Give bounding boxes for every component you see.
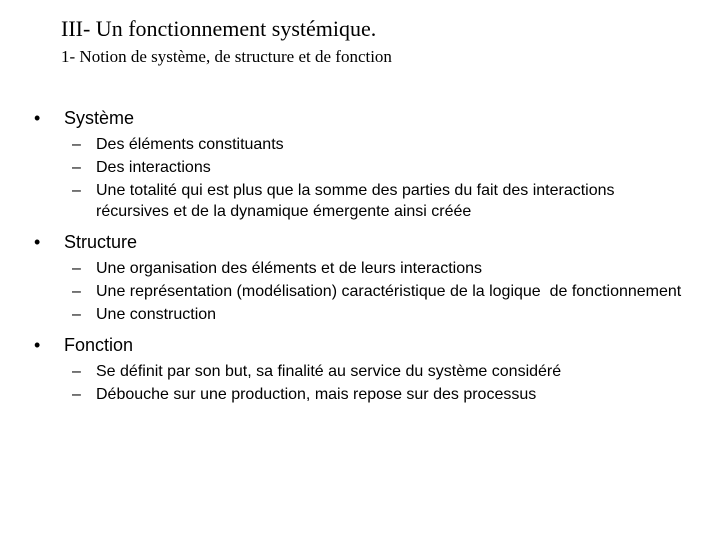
- slide-subtitle: 1- Notion de système, de structure et de fonction: [61, 47, 392, 66]
- list-item-text: Une construction: [96, 306, 217, 323]
- list-item: [0, 180, 720, 222]
- dash-icon: –: [72, 306, 81, 323]
- list-item-text: Une représentation (modélisation) caractéristique de la logique de fonctionnement: [96, 283, 682, 300]
- list-item: [0, 384, 720, 405]
- dash-icon: –: [72, 260, 81, 277]
- list-item-text: Des interactions: [96, 159, 211, 176]
- section-heading: [0, 333, 720, 357]
- list-item: [0, 134, 720, 155]
- list-item-text: Se définit par son but, sa finalité au service du système considéré: [96, 363, 562, 380]
- list-item: [0, 157, 720, 178]
- list-item: [0, 281, 720, 302]
- bullet-icon: •: [34, 108, 41, 128]
- list-item-text: Une organisation des éléments et de leurs interactions: [96, 260, 482, 277]
- title-block: [61, 16, 392, 68]
- sub-list: [0, 134, 720, 222]
- dash-icon: –: [72, 136, 81, 153]
- dash-icon: –: [72, 283, 81, 300]
- dash-icon: –: [72, 159, 81, 176]
- section-heading-text: Système: [64, 108, 135, 128]
- sub-list: [0, 258, 720, 325]
- dash-icon: –: [72, 182, 81, 199]
- section-heading-text: Fonction: [64, 335, 134, 355]
- list-item-text: Une totalité qui est plus que la somme des parties du fait des interactions récursives et de la dynamique émergente ainsi créée: [96, 182, 619, 220]
- sub-list: [0, 361, 720, 405]
- list-item-text: Débouche sur une production, mais repose sur des processus: [96, 386, 537, 403]
- section-structure: [0, 230, 720, 325]
- bullet-icon: •: [34, 335, 41, 355]
- dash-icon: –: [72, 386, 81, 403]
- bullet-icon: •: [34, 232, 41, 252]
- slide-title: III- Un fonctionnement systémique.: [61, 16, 377, 41]
- list-item: [0, 361, 720, 382]
- section-heading: [0, 230, 720, 254]
- section-heading: [0, 106, 720, 130]
- list-item: [0, 304, 720, 325]
- list-item-text: Des éléments constituants: [96, 136, 284, 153]
- section-fonction: [0, 333, 720, 405]
- list-item: [0, 258, 720, 279]
- section-systeme: [0, 106, 720, 222]
- section-heading-text: Structure: [64, 232, 138, 252]
- slide-content: [0, 106, 720, 413]
- dash-icon: –: [72, 363, 81, 380]
